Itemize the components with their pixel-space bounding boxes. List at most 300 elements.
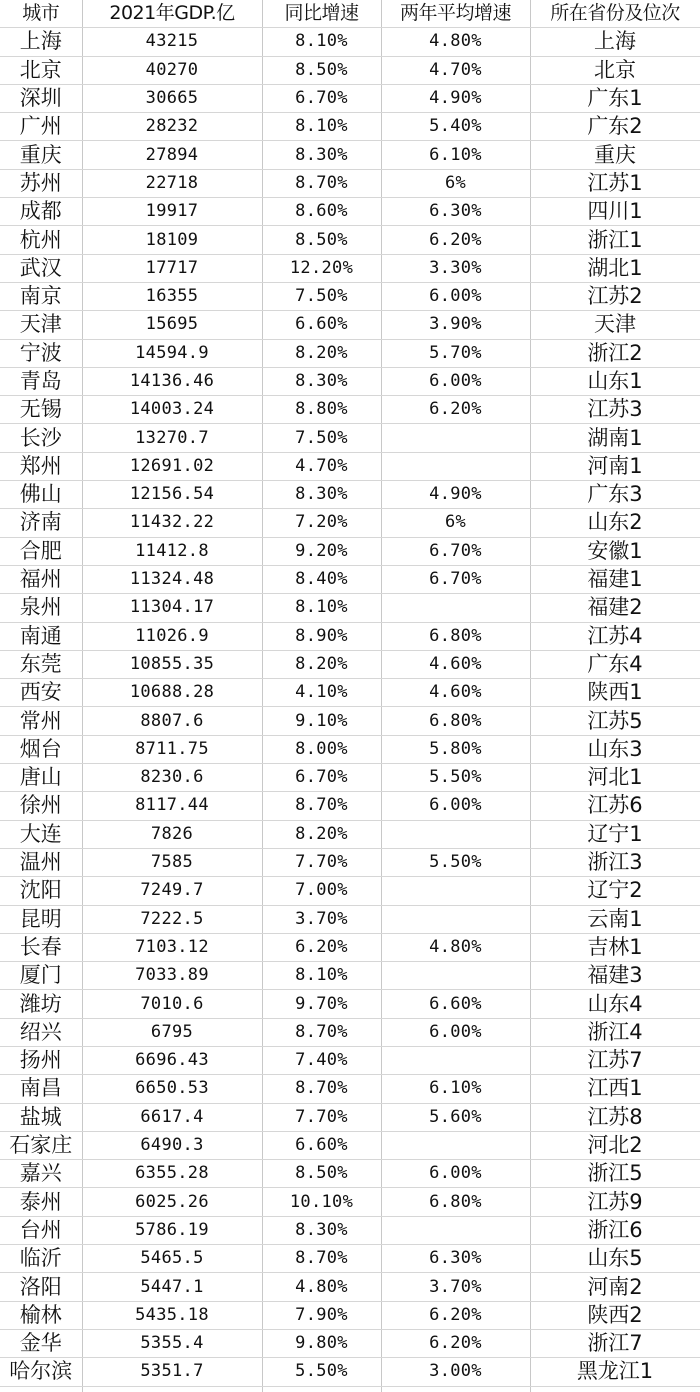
cell-gdp[interactable]: 5351.7 xyxy=(82,1358,262,1386)
cell-gdp[interactable]: 8807.6 xyxy=(82,707,262,735)
cell-city[interactable]: 徐州 xyxy=(0,792,82,820)
cell-yoy[interactable]: 6.20% xyxy=(262,933,381,961)
cell-city[interactable]: 沈阳 xyxy=(0,877,82,905)
cell-yoy[interactable]: 8.90% xyxy=(262,622,381,650)
cell-avg[interactable]: 6.30% xyxy=(381,198,530,226)
cell-yoy[interactable]: 8.40% xyxy=(262,565,381,593)
cell-gdp[interactable]: 11324.48 xyxy=(82,565,262,593)
table-row xyxy=(0,594,700,622)
cell-gdp[interactable]: 6355.28 xyxy=(82,1160,262,1188)
cell-prov[interactable]: 广东4 xyxy=(530,650,700,678)
cell-yoy[interactable]: 8.50% xyxy=(262,1160,381,1188)
cell-city[interactable]: 长春 xyxy=(0,933,82,961)
cell-city[interactable]: 榆林 xyxy=(0,1301,82,1329)
cell-city[interactable]: 常州 xyxy=(0,707,82,735)
cell-gdp[interactable]: 6795 xyxy=(82,1018,262,1046)
cell-prov[interactable]: 湖北1 xyxy=(530,254,700,282)
cell-city[interactable]: 深圳 xyxy=(0,84,82,112)
cell-gdp[interactable]: 5355.4 xyxy=(82,1329,262,1357)
cell-avg[interactable]: 6.10% xyxy=(381,141,530,169)
cell-gdp[interactable]: 28232 xyxy=(82,113,262,141)
table-row xyxy=(0,141,700,169)
cell-gdp[interactable]: 5786.19 xyxy=(82,1216,262,1244)
cell-prov[interactable]: 江西1 xyxy=(530,1075,700,1103)
cell-city[interactable]: 合肥 xyxy=(0,537,82,565)
table-row xyxy=(0,282,700,310)
cell-city[interactable]: 广州 xyxy=(0,113,82,141)
cell-prov[interactable]: 广东1 xyxy=(530,84,700,112)
cell-avg[interactable]: 6.00% xyxy=(381,1018,530,1046)
header-row xyxy=(0,0,700,28)
cell-avg[interactable]: 3.70% xyxy=(381,1273,530,1301)
table-row xyxy=(0,933,700,961)
table-row xyxy=(0,764,700,792)
cell-city[interactable]: 石家庄 xyxy=(0,1131,82,1159)
cell-yoy[interactable]: 8.30% xyxy=(262,367,381,395)
cell-city[interactable]: 青岛 xyxy=(0,367,82,395)
cell-avg[interactable]: 6.80% xyxy=(381,707,530,735)
cell-yoy[interactable]: 6.60% xyxy=(262,311,381,339)
cell-yoy[interactable]: 8.70% xyxy=(262,169,381,197)
cell-avg[interactable] xyxy=(381,594,530,622)
cell-city[interactable]: 佛山 xyxy=(0,481,82,509)
cell-gdp[interactable]: 11432.22 xyxy=(82,509,262,537)
cell-city[interactable]: 金华 xyxy=(0,1329,82,1357)
cell-avg[interactable]: 6.60% xyxy=(381,990,530,1018)
cell-gdp[interactable]: 12691.02 xyxy=(82,452,262,480)
cell-avg[interactable]: 5.70% xyxy=(381,339,530,367)
cell-gdp[interactable]: 6490.3 xyxy=(82,1131,262,1159)
cell-avg[interactable]: 4.90% xyxy=(381,481,530,509)
cell-city[interactable]: 无锡 xyxy=(0,396,82,424)
cell-city[interactable]: 哈尔滨 xyxy=(0,1358,82,1386)
cell-prov[interactable]: 江苏7 xyxy=(530,1046,700,1074)
cell-city[interactable]: 临沂 xyxy=(0,1245,82,1273)
cell-prov[interactable]: 江苏1 xyxy=(530,169,700,197)
cell-city[interactable]: 潍坊 xyxy=(0,990,82,1018)
table-row xyxy=(0,735,700,763)
header-prov[interactable]: 所在省份及位次 xyxy=(530,0,700,28)
cell-prov[interactable]: 陕西1 xyxy=(530,679,700,707)
cell-prov[interactable]: 江苏2 xyxy=(530,282,700,310)
cell-avg[interactable]: 6.20% xyxy=(381,226,530,254)
cell-yoy[interactable]: 8.10% xyxy=(262,28,381,56)
cell-prov[interactable]: 浙江6 xyxy=(530,1216,700,1244)
cell-gdp[interactable]: 18109 xyxy=(82,226,262,254)
cell-avg[interactable]: 6.20% xyxy=(381,1329,530,1357)
cell-gdp[interactable]: 27894 xyxy=(82,141,262,169)
cell-prov[interactable]: 江苏4 xyxy=(530,622,700,650)
cell-prov[interactable]: 安徽1 xyxy=(530,537,700,565)
cell-yoy[interactable]: 8.30% xyxy=(262,481,381,509)
table-body xyxy=(0,28,700,1392)
cell-yoy[interactable]: 8.10% xyxy=(262,962,381,990)
cell-avg[interactable]: 6.20% xyxy=(381,1301,530,1329)
cell-gdp[interactable]: 14003.24 xyxy=(82,396,262,424)
cell-city[interactable]: 温州 xyxy=(0,848,82,876)
cell-avg[interactable]: 4.60% xyxy=(381,650,530,678)
cell-avg[interactable]: 6.10% xyxy=(381,1075,530,1103)
table-row xyxy=(0,679,700,707)
table-row-partial xyxy=(0,1386,700,1392)
cell-city[interactable]: 绍兴 xyxy=(0,1018,82,1046)
cell-city[interactable]: 南通 xyxy=(0,622,82,650)
cell-avg[interactable]: 5.40% xyxy=(381,113,530,141)
table-row xyxy=(0,877,700,905)
header-avg[interactable]: 两年平均增速 xyxy=(381,0,530,28)
cell-avg[interactable] xyxy=(381,820,530,848)
cell-prov[interactable]: 河南2 xyxy=(530,1273,700,1301)
cell-gdp[interactable]: 6650.53 xyxy=(82,1075,262,1103)
cell-gdp[interactable]: 14136.46 xyxy=(82,367,262,395)
table-row xyxy=(0,509,700,537)
cell-avg[interactable]: 6.20% xyxy=(381,396,530,424)
cell-avg[interactable]: 3.90% xyxy=(381,311,530,339)
table-row xyxy=(0,905,700,933)
cell-prov[interactable]: 云南1 xyxy=(530,905,700,933)
table-row xyxy=(0,226,700,254)
table-row xyxy=(0,848,700,876)
cell-city[interactable]: 唐山 xyxy=(0,764,82,792)
cell-city[interactable]: 武汉 xyxy=(0,254,82,282)
cell-yoy[interactable]: 8.00% xyxy=(262,735,381,763)
table-row xyxy=(0,28,700,56)
cell-yoy[interactable]: 9.70% xyxy=(262,990,381,1018)
cell-avg[interactable]: 6% xyxy=(381,509,530,537)
table-row xyxy=(0,1216,700,1244)
cell-yoy[interactable]: 8.70% xyxy=(262,1018,381,1046)
cell-avg[interactable]: 5.80% xyxy=(381,735,530,763)
cell-avg[interactable] xyxy=(381,1131,530,1159)
cell-city[interactable]: 泰州 xyxy=(0,1188,82,1216)
cell-gdp[interactable]: 22718 xyxy=(82,169,262,197)
cell-prov[interactable]: 河北1 xyxy=(530,764,700,792)
table-row xyxy=(0,1301,700,1329)
cell-prov[interactable]: 福建3 xyxy=(530,962,700,990)
cell-city[interactable]: 大连 xyxy=(0,820,82,848)
table-row xyxy=(0,1273,700,1301)
cell-avg[interactable]: 6.00% xyxy=(381,367,530,395)
cell-yoy[interactable]: 3.70% xyxy=(262,905,381,933)
cell-city[interactable]: 北京 xyxy=(0,56,82,84)
table-row xyxy=(0,367,700,395)
cell-gdp[interactable]: 11304.17 xyxy=(82,594,262,622)
cell-yoy[interactable]: 7.00% xyxy=(262,877,381,905)
table-row xyxy=(0,198,700,226)
cell-gdp[interactable]: 8230.6 xyxy=(82,764,262,792)
table-row xyxy=(0,622,700,650)
cell-avg[interactable]: 4.90% xyxy=(381,84,530,112)
table-row xyxy=(0,537,700,565)
table-row xyxy=(0,792,700,820)
cell-gdp[interactable]: 7222.5 xyxy=(82,905,262,933)
cell-yoy[interactable]: 10.10% xyxy=(262,1188,381,1216)
cell-avg[interactable]: 3.30% xyxy=(381,254,530,282)
cell-city[interactable]: 上海 xyxy=(0,28,82,56)
cell-yoy[interactable]: 7.40% xyxy=(262,1046,381,1074)
table-row xyxy=(0,254,700,282)
cell-yoy[interactable]: 7.70% xyxy=(262,1103,381,1131)
cell-yoy[interactable]: 12.20% xyxy=(262,254,381,282)
table-row xyxy=(0,650,700,678)
cell-prov[interactable]: 江苏3 xyxy=(530,396,700,424)
cell-gdp[interactable]: 5447.1 xyxy=(82,1273,262,1301)
cell-yoy[interactable]: 9.10% xyxy=(262,707,381,735)
cell-gdp[interactable]: 19917 xyxy=(82,198,262,226)
cell-prov[interactable]: 山东4 xyxy=(530,990,700,1018)
cell-yoy[interactable]: 8.20% xyxy=(262,339,381,367)
cell-yoy[interactable]: 8.50% xyxy=(262,56,381,84)
cell-avg[interactable] xyxy=(381,1216,530,1244)
cell-city[interactable]: 烟台 xyxy=(0,735,82,763)
cell-gdp[interactable]: 6025.26 xyxy=(82,1188,262,1216)
table-row xyxy=(0,481,700,509)
table-row xyxy=(0,1131,700,1159)
cell-avg[interactable]: 4.70% xyxy=(381,56,530,84)
header-yoy[interactable]: 同比增速 xyxy=(262,0,381,28)
table-row xyxy=(0,452,700,480)
cell-yoy[interactable]: 9.20% xyxy=(262,537,381,565)
cell-prov[interactable]: 浙江2 xyxy=(530,339,700,367)
cell-prov[interactable]: 浙江7 xyxy=(530,1329,700,1357)
cell-yoy[interactable]: 8.30% xyxy=(262,141,381,169)
header-gdp[interactable]: 2021年GDP.亿 xyxy=(82,0,262,28)
cell-gdp[interactable]: 6696.43 xyxy=(82,1046,262,1074)
cell-yoy[interactable]: 8.70% xyxy=(262,1245,381,1273)
cell-city[interactable]: 南京 xyxy=(0,282,82,310)
table-row xyxy=(0,339,700,367)
cell-yoy[interactable]: 8.20% xyxy=(262,820,381,848)
cell-gdp[interactable]: 17717 xyxy=(82,254,262,282)
cell-prov[interactable]: 广东2 xyxy=(530,113,700,141)
cell-gdp[interactable]: 15695 xyxy=(82,311,262,339)
cell-city[interactable]: 长沙 xyxy=(0,424,82,452)
cell-yoy[interactable]: 8.70% xyxy=(262,1075,381,1103)
cell-gdp[interactable]: 7585 xyxy=(82,848,262,876)
cell-prov[interactable]: 山东5 xyxy=(530,1245,700,1273)
cell-city[interactable]: 台州 xyxy=(0,1216,82,1244)
table-row xyxy=(0,56,700,84)
cell-gdp[interactable]: 13270.7 xyxy=(82,424,262,452)
cell-gdp[interactable]: 11412.8 xyxy=(82,537,262,565)
cell-prov[interactable]: 天津 xyxy=(530,311,700,339)
table-row xyxy=(0,311,700,339)
cell-prov[interactable]: 浙江3 xyxy=(530,848,700,876)
cell-city[interactable]: 泉州 xyxy=(0,594,82,622)
cell-yoy[interactable]: 4.10% xyxy=(262,679,381,707)
cell-city[interactable]: 福州 xyxy=(0,565,82,593)
cell-prov[interactable]: 江苏5 xyxy=(530,707,700,735)
cell-avg[interactable]: 5.60% xyxy=(381,1103,530,1131)
table-row xyxy=(0,1103,700,1131)
cell-empty[interactable] xyxy=(0,1386,82,1392)
table-row xyxy=(0,1160,700,1188)
table-row xyxy=(0,1329,700,1357)
table-row xyxy=(0,707,700,735)
cell-prov[interactable]: 江苏9 xyxy=(530,1188,700,1216)
cell-city[interactable]: 济南 xyxy=(0,509,82,537)
cell-yoy[interactable]: 4.70% xyxy=(262,452,381,480)
cell-empty[interactable] xyxy=(530,1386,700,1392)
cell-yoy[interactable]: 7.50% xyxy=(262,424,381,452)
table-row xyxy=(0,1075,700,1103)
cell-avg[interactable]: 4.60% xyxy=(381,679,530,707)
cell-city[interactable]: 杭州 xyxy=(0,226,82,254)
cell-gdp[interactable]: 8711.75 xyxy=(82,735,262,763)
cell-avg[interactable]: 6% xyxy=(381,169,530,197)
cell-yoy[interactable]: 8.60% xyxy=(262,198,381,226)
cell-yoy[interactable]: 6.70% xyxy=(262,764,381,792)
cell-gdp[interactable]: 10855.35 xyxy=(82,650,262,678)
cell-city[interactable]: 重庆 xyxy=(0,141,82,169)
cell-yoy[interactable]: 7.70% xyxy=(262,848,381,876)
cell-yoy[interactable]: 6.60% xyxy=(262,1131,381,1159)
cell-prov[interactable]: 辽宁1 xyxy=(530,820,700,848)
cell-avg[interactable]: 6.30% xyxy=(381,1245,530,1273)
cell-yoy[interactable]: 5.50% xyxy=(262,1358,381,1386)
cell-prov[interactable]: 吉林1 xyxy=(530,933,700,961)
cell-avg[interactable] xyxy=(381,962,530,990)
table-row xyxy=(0,820,700,848)
table-row xyxy=(0,84,700,112)
cell-yoy[interactable]: 9.80% xyxy=(262,1329,381,1357)
cell-city[interactable]: 洛阳 xyxy=(0,1273,82,1301)
cell-gdp[interactable]: 10688.28 xyxy=(82,679,262,707)
cell-gdp[interactable]: 7033.89 xyxy=(82,962,262,990)
cell-gdp[interactable]: 6617.4 xyxy=(82,1103,262,1131)
table-row xyxy=(0,113,700,141)
table-row xyxy=(0,962,700,990)
cell-prov[interactable]: 四川1 xyxy=(530,198,700,226)
cell-empty[interactable] xyxy=(82,1386,262,1392)
cell-yoy[interactable]: 7.90% xyxy=(262,1301,381,1329)
cell-gdp[interactable]: 5465.5 xyxy=(82,1245,262,1273)
cell-gdp[interactable]: 16355 xyxy=(82,282,262,310)
cell-prov[interactable]: 辽宁2 xyxy=(530,877,700,905)
cell-avg[interactable] xyxy=(381,424,530,452)
cell-prov[interactable]: 重庆 xyxy=(530,141,700,169)
cell-avg[interactable]: 6.80% xyxy=(381,622,530,650)
cell-city[interactable]: 西安 xyxy=(0,679,82,707)
cell-yoy[interactable]: 8.10% xyxy=(262,113,381,141)
cell-prov[interactable]: 福建1 xyxy=(530,565,700,593)
cell-city[interactable]: 宁波 xyxy=(0,339,82,367)
cell-gdp[interactable]: 7249.7 xyxy=(82,877,262,905)
table-row xyxy=(0,990,700,1018)
cell-prov[interactable]: 江苏6 xyxy=(530,792,700,820)
cell-city[interactable]: 天津 xyxy=(0,311,82,339)
cell-prov[interactable]: 广东3 xyxy=(530,481,700,509)
cell-yoy[interactable]: 4.80% xyxy=(262,1273,381,1301)
cell-prov[interactable]: 上海 xyxy=(530,28,700,56)
cell-gdp[interactable]: 5435.18 xyxy=(82,1301,262,1329)
cell-avg[interactable]: 4.80% xyxy=(381,28,530,56)
cell-prov[interactable]: 浙江1 xyxy=(530,226,700,254)
cell-city[interactable]: 成都 xyxy=(0,198,82,226)
table-row xyxy=(0,1046,700,1074)
cell-avg[interactable] xyxy=(381,877,530,905)
cell-prov[interactable]: 北京 xyxy=(530,56,700,84)
cell-avg[interactable]: 6.00% xyxy=(381,792,530,820)
cell-yoy[interactable]: 8.10% xyxy=(262,594,381,622)
cell-yoy[interactable]: 8.80% xyxy=(262,396,381,424)
cell-city[interactable]: 东莞 xyxy=(0,650,82,678)
cell-prov[interactable]: 江苏8 xyxy=(530,1103,700,1131)
cell-city[interactable]: 厦门 xyxy=(0,962,82,990)
cell-gdp[interactable]: 30665 xyxy=(82,84,262,112)
cell-yoy[interactable]: 6.70% xyxy=(262,84,381,112)
table-row xyxy=(0,565,700,593)
cell-gdp[interactable]: 40270 xyxy=(82,56,262,84)
cell-avg[interactable] xyxy=(381,1046,530,1074)
cell-yoy[interactable]: 8.20% xyxy=(262,650,381,678)
cell-avg[interactable]: 4.80% xyxy=(381,933,530,961)
cell-city[interactable]: 昆明 xyxy=(0,905,82,933)
cell-yoy[interactable]: 8.50% xyxy=(262,226,381,254)
cell-gdp[interactable]: 43215 xyxy=(82,28,262,56)
cell-avg[interactable]: 3.00% xyxy=(381,1358,530,1386)
cell-avg[interactable]: 6.70% xyxy=(381,565,530,593)
cell-yoy[interactable]: 8.70% xyxy=(262,792,381,820)
table-row xyxy=(0,1018,700,1046)
cell-city[interactable]: 苏州 xyxy=(0,169,82,197)
cell-prov[interactable]: 浙江4 xyxy=(530,1018,700,1046)
cell-city[interactable]: 郑州 xyxy=(0,452,82,480)
cell-prov[interactable]: 山东1 xyxy=(530,367,700,395)
cell-gdp[interactable]: 7010.6 xyxy=(82,990,262,1018)
cell-prov[interactable]: 湖南1 xyxy=(530,424,700,452)
table-row xyxy=(0,424,700,452)
cell-prov[interactable]: 山东2 xyxy=(530,509,700,537)
header-city[interactable]: 城市 xyxy=(0,0,82,28)
table-row xyxy=(0,1188,700,1216)
cell-gdp[interactable]: 8117.44 xyxy=(82,792,262,820)
table-row xyxy=(0,1358,700,1386)
cell-avg[interactable]: 6.80% xyxy=(381,1188,530,1216)
cell-city[interactable]: 嘉兴 xyxy=(0,1160,82,1188)
table-row xyxy=(0,169,700,197)
cell-prov[interactable]: 浙江5 xyxy=(530,1160,700,1188)
cell-avg[interactable]: 6.00% xyxy=(381,1160,530,1188)
cell-city[interactable]: 扬州 xyxy=(0,1046,82,1074)
cell-prov[interactable]: 河北2 xyxy=(530,1131,700,1159)
cell-avg[interactable]: 6.00% xyxy=(381,282,530,310)
cell-prov[interactable]: 山东3 xyxy=(530,735,700,763)
cell-prov[interactable]: 福建2 xyxy=(530,594,700,622)
cell-empty[interactable] xyxy=(262,1386,381,1392)
cell-gdp[interactable]: 12156.54 xyxy=(82,481,262,509)
cell-avg[interactable]: 6.70% xyxy=(381,537,530,565)
cell-prov[interactable]: 陕西2 xyxy=(530,1301,700,1329)
cell-gdp[interactable]: 14594.9 xyxy=(82,339,262,367)
cell-yoy[interactable]: 8.30% xyxy=(262,1216,381,1244)
table-row xyxy=(0,396,700,424)
cell-city[interactable]: 南昌 xyxy=(0,1075,82,1103)
cell-yoy[interactable]: 7.50% xyxy=(262,282,381,310)
cell-gdp[interactable]: 7103.12 xyxy=(82,933,262,961)
cell-avg[interactable] xyxy=(381,905,530,933)
cell-prov[interactable]: 黑龙江1 xyxy=(530,1358,700,1386)
cell-avg[interactable] xyxy=(381,452,530,480)
cell-yoy[interactable]: 7.20% xyxy=(262,509,381,537)
cell-gdp[interactable]: 11026.9 xyxy=(82,622,262,650)
cell-prov[interactable]: 河南1 xyxy=(530,452,700,480)
cell-avg[interactable]: 5.50% xyxy=(381,848,530,876)
cell-city[interactable]: 盐城 xyxy=(0,1103,82,1131)
cell-empty[interactable] xyxy=(381,1386,530,1392)
cell-gdp[interactable]: 7826 xyxy=(82,820,262,848)
cell-avg[interactable]: 5.50% xyxy=(381,764,530,792)
